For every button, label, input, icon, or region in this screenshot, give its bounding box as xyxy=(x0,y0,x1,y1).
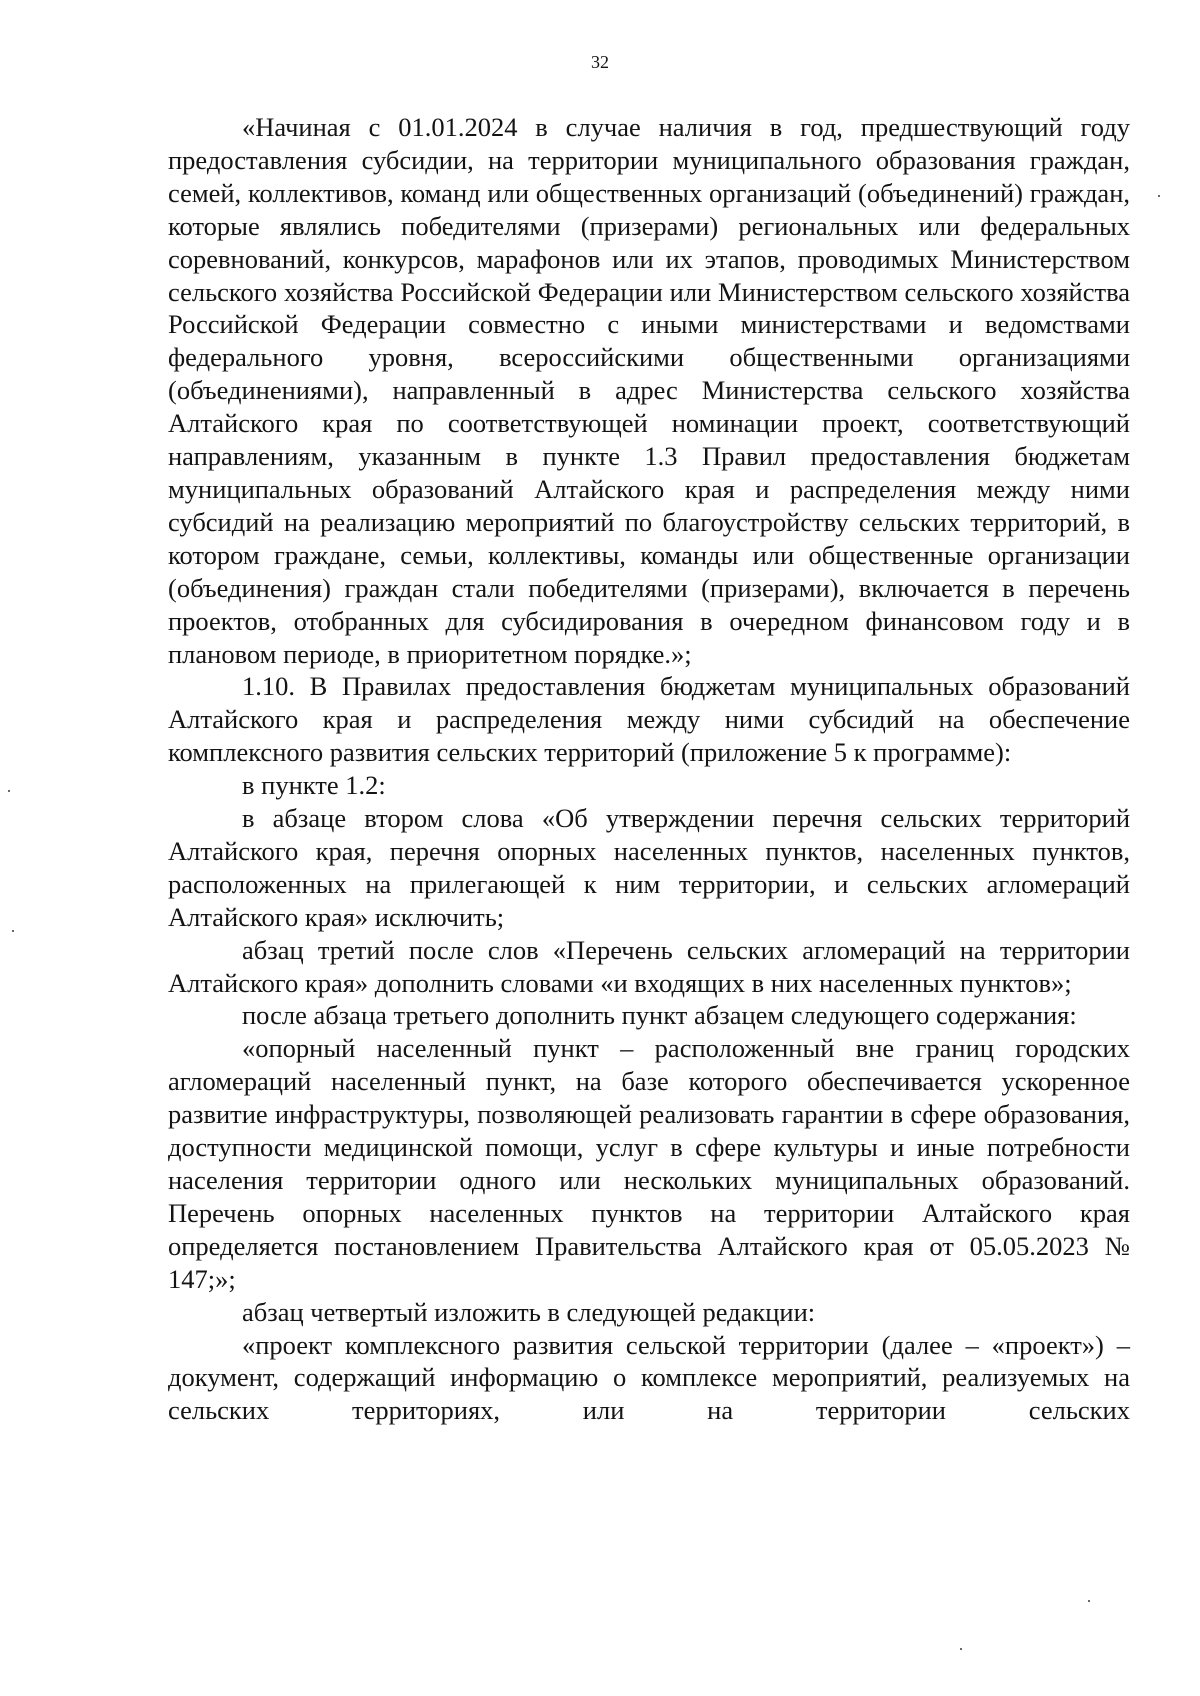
paragraph-second-abzac: в абзаце втором слова «Об утверждении перечня сельских территорий Алтайского края, перечня опорных населенных пунктов, населенных пунктов, расположенных на прилегающей к ним территории, и сельских агломераций Алтайского края» исключить; xyxy=(168,803,1130,932)
paragraph-project-definition: «проект комплексного развития сельской территории (далее – «проект») – документ, содержащий информацию о комплексе мероприятий, реализуемых на сельских территориях, или на территории сельских xyxy=(168,1329,1130,1426)
page-number: 32 xyxy=(591,52,609,72)
paragraph-item-1-10: 1.10. В Правилах предоставления бюджетам муниципальных образований Алтайского края и распределения между ними субсидий на обеспечение комплексного развития сельских территорий (приложение 5 к программе): xyxy=(168,671,1130,768)
paragraph-third-abzac: абзац третий после слов «Перечень сельских агломераций на территории Алтайского края» дополнить словами «и входящих в них населенных пунктов»; xyxy=(168,934,1130,998)
paragraph-add-abzac: после абзаца третьего дополнить пункт абзацем следующего содержания: xyxy=(242,1000,1077,1031)
document-body xyxy=(168,111,1130,1427)
paragraph-support-settlement-definition: «опорный населенный пункт – расположенный вне границ городских агломераций населенный пункт, на базе которого обеспечивается ускоренное развитие инфраструктуры, позволяющей реализовать гарантии в сфере образования, доступности медицинской помощи, услуг в сфере культуры и иные потребности населения территории одного или нескольких муниципальных образований. Перечень опорных населенных пунктов на территории Алтайского края определяется постановлением Правительства Алтайского края от 05.05.2023 № 147;»; xyxy=(168,1033,1130,1294)
paragraph-clause-1-2: в пункте 1.2: xyxy=(242,770,386,801)
paragraph-fourth-abzac: абзац четвертый изложить в следующей редакции: xyxy=(242,1296,816,1327)
paragraph-priority-projects: «Начиная с 01.01.2024 в случае наличия в год, предшествующий году предоставления субсидии, на территории муниципального образования граждан, семей, коллективов, команд или общественных организаций (объединений) граждан, которые являлись победителями (призерами) региональных или федеральных соревнований, конкурсов, марафонов или их этапов, проводимых Министерством сельского хозяйства Российской Федерации или Министерством сельского хозяйства Российской Федерации совместно с иными министерствами и ведомствами федерального уровня, всероссийскими общественными организациями (объединениями), направленный в адрес Министерства сельского хозяйства Алтайского края по соответствующей номинации проект, соответствующий направлениям, указанным в пункте 1.3 Правил предоставления бюджетам муниципальных образований Алтайского края и распределения между ними субсидий на реализацию мероприятий по благоустройству сельских территорий, в котором граждане, семьи, коллективы, команды или общественные организации (объединения) граждан стали победителями (призерами), включается в перечень проектов, отобранных для субсидирования в очередном финансовом году и в плановом периоде, в приоритетном порядке.»; xyxy=(168,112,1130,669)
